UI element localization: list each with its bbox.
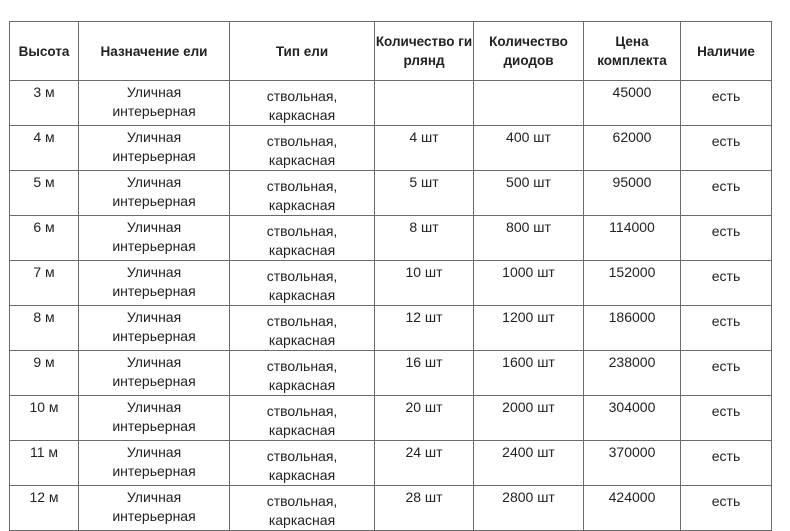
table-row xyxy=(10,396,772,441)
cell-price: 238000 xyxy=(584,351,681,396)
cell-purpose-line2: интерьерная xyxy=(112,238,196,254)
cell-purpose-line2: интерьерная xyxy=(112,283,196,299)
cell-price: 304000 xyxy=(584,396,681,441)
cell-availability: есть xyxy=(681,441,772,486)
cell-type xyxy=(230,171,375,216)
table-row xyxy=(10,126,772,171)
cell-type-line2: каркасная xyxy=(268,242,336,258)
cell-diodes: 800 шт xyxy=(474,216,584,261)
cell-availability: есть xyxy=(681,216,772,261)
cell-diodes: 1600 шт xyxy=(474,351,584,396)
cell-diodes: 2400 шт xyxy=(474,441,584,486)
cell-type-line1: ствольная, xyxy=(266,493,338,509)
cell-type-line1: ствольная, xyxy=(266,403,338,419)
cell-height: 12 м xyxy=(10,486,79,531)
cell-height: 5 м xyxy=(10,171,79,216)
cell-purpose-line1: Уличная xyxy=(126,489,182,505)
cell-type-line1: ствольная, xyxy=(266,178,338,194)
cell-diodes: 400 шт xyxy=(474,126,584,171)
cell-height: 7 м xyxy=(10,261,79,306)
cell-type-line1: ствольная, xyxy=(266,358,338,374)
table-row xyxy=(10,81,772,126)
cell-type-line1: ствольная, xyxy=(266,223,338,239)
cell-type-line2: каркасная xyxy=(268,377,336,393)
header-price: Цена комплекта xyxy=(584,22,681,81)
header-purpose: Назначение ели xyxy=(79,22,230,81)
cell-type xyxy=(230,261,375,306)
cell-purpose-line1: Уличная xyxy=(126,264,182,280)
cell-purpose xyxy=(79,486,230,531)
cell-availability: есть xyxy=(681,351,772,396)
cell-type-line2: каркасная xyxy=(268,512,336,528)
cell-purpose-line1: Уличная xyxy=(126,174,182,190)
cell-purpose xyxy=(79,396,230,441)
header-diodes: Количество диодов xyxy=(474,22,584,81)
table-row xyxy=(10,486,772,531)
header-type: Тип ели xyxy=(230,22,375,81)
cell-purpose xyxy=(79,171,230,216)
table-row xyxy=(10,351,772,396)
cell-availability: есть xyxy=(681,261,772,306)
cell-availability: есть xyxy=(681,171,772,216)
cell-type-line2: каркасная xyxy=(268,467,336,483)
cell-garlands: 10 шт xyxy=(375,261,474,306)
cell-purpose-line1: Уличная xyxy=(126,444,182,460)
cell-height: 6 м xyxy=(10,216,79,261)
cell-type xyxy=(230,396,375,441)
header-height: Высота xyxy=(10,22,79,81)
table-row xyxy=(10,171,772,216)
header-row xyxy=(10,22,772,81)
cell-garlands: 12 шт xyxy=(375,306,474,351)
cell-type xyxy=(230,81,375,126)
cell-diodes: 1000 шт xyxy=(474,261,584,306)
cell-availability: есть xyxy=(681,306,772,351)
cell-price: 62000 xyxy=(584,126,681,171)
cell-purpose-line2: интерьерная xyxy=(112,418,196,434)
cell-type xyxy=(230,486,375,531)
cell-price: 370000 xyxy=(584,441,681,486)
cell-type-line2: каркасная xyxy=(268,287,336,303)
cell-purpose-line2: интерьерная xyxy=(112,373,196,389)
cell-availability: есть xyxy=(681,396,772,441)
cell-purpose-line2: интерьерная xyxy=(112,508,196,524)
cell-price: 152000 xyxy=(584,261,681,306)
cell-purpose xyxy=(79,306,230,351)
cell-price: 114000 xyxy=(584,216,681,261)
cell-price: 95000 xyxy=(584,171,681,216)
cell-purpose xyxy=(79,216,230,261)
cell-purpose-line1: Уличная xyxy=(126,129,182,145)
cell-type xyxy=(230,441,375,486)
cell-diodes: 2000 шт xyxy=(474,396,584,441)
cell-type-line2: каркасная xyxy=(268,197,336,213)
cell-purpose xyxy=(79,81,230,126)
cell-purpose-line2: интерьерная xyxy=(112,148,196,164)
cell-purpose-line1: Уличная xyxy=(126,84,182,100)
cell-type-line2: каркасная xyxy=(268,332,336,348)
cell-purpose xyxy=(79,441,230,486)
cell-type-line2: каркасная xyxy=(268,422,336,438)
cell-height: 4 м xyxy=(10,126,79,171)
cell-purpose-line1: Уличная xyxy=(126,399,182,415)
cell-height: 10 м xyxy=(10,396,79,441)
cell-type-line1: ствольная, xyxy=(266,313,338,329)
cell-type xyxy=(230,216,375,261)
cell-type xyxy=(230,351,375,396)
cell-height: 11 м xyxy=(10,441,79,486)
cell-diodes xyxy=(474,81,584,126)
cell-type-line2: каркасная xyxy=(268,152,336,168)
cell-type-line1: ствольная, xyxy=(266,88,338,104)
cell-diodes: 2800 шт xyxy=(474,486,584,531)
cell-garlands: 28 шт xyxy=(375,486,474,531)
cell-purpose xyxy=(79,351,230,396)
cell-height: 3 м xyxy=(10,81,79,126)
table-row xyxy=(10,441,772,486)
header-garlands: Количество гирлянд xyxy=(375,22,474,81)
cell-diodes: 1200 шт xyxy=(474,306,584,351)
cell-height: 9 м xyxy=(10,351,79,396)
cell-garlands: 4 шт xyxy=(375,126,474,171)
cell-type xyxy=(230,306,375,351)
cell-garlands: 8 шт xyxy=(375,216,474,261)
cell-type-line1: ствольная, xyxy=(266,133,338,149)
cell-purpose xyxy=(79,126,230,171)
cell-garlands: 20 шт xyxy=(375,396,474,441)
cell-availability: есть xyxy=(681,81,772,126)
cell-purpose xyxy=(79,261,230,306)
cell-garlands xyxy=(375,81,474,126)
cell-diodes: 500 шт xyxy=(474,171,584,216)
cell-garlands: 24 шт xyxy=(375,441,474,486)
cell-height: 8 м xyxy=(10,306,79,351)
cell-purpose-line2: интерьерная xyxy=(112,463,196,479)
cell-type xyxy=(230,126,375,171)
cell-purpose-line2: интерьерная xyxy=(112,193,196,209)
cell-price: 424000 xyxy=(584,486,681,531)
cell-availability: есть xyxy=(681,126,772,171)
table-row xyxy=(10,306,772,351)
cell-purpose-line1: Уличная xyxy=(126,354,182,370)
cell-price: 186000 xyxy=(584,306,681,351)
cell-garlands: 5 шт xyxy=(375,171,474,216)
cell-type-line1: ствольная, xyxy=(266,268,338,284)
cell-type-line1: ствольная, xyxy=(266,448,338,464)
cell-type-line2: каркасная xyxy=(268,107,336,123)
cell-availability: есть xyxy=(681,486,772,531)
cell-purpose-line1: Уличная xyxy=(126,219,182,235)
cell-purpose-line1: Уличная xyxy=(126,309,182,325)
cell-purpose-line2: интерьерная xyxy=(112,328,196,344)
price-table xyxy=(9,21,772,531)
table-row xyxy=(10,216,772,261)
header-availability: Наличие xyxy=(681,22,772,81)
cell-purpose-line2: интерьерная xyxy=(112,103,196,119)
table-row xyxy=(10,261,772,306)
cell-price: 45000 xyxy=(584,81,681,126)
cell-garlands: 16 шт xyxy=(375,351,474,396)
